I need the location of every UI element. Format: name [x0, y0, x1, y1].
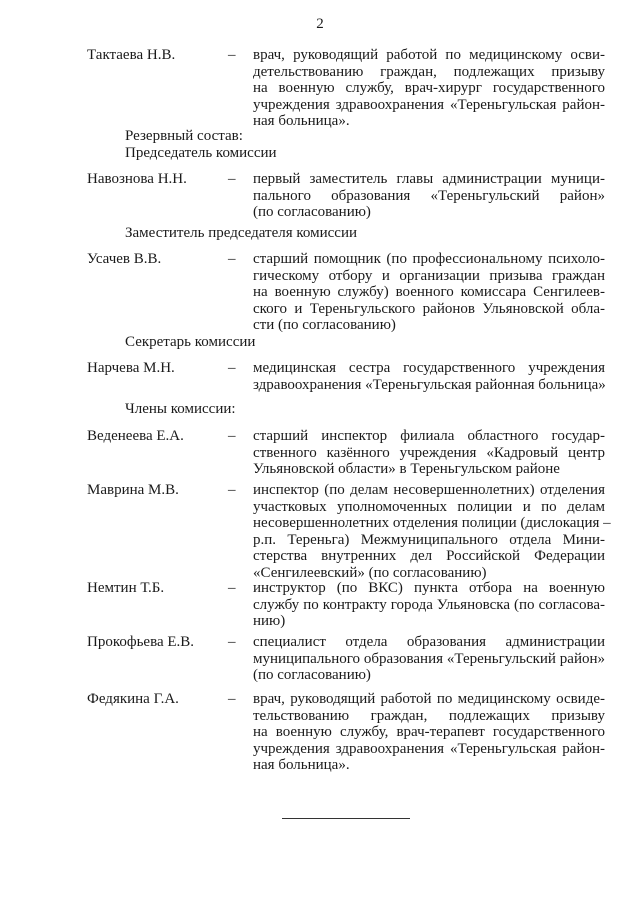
- desc-line: ная больница».: [253, 757, 350, 773]
- member-description: [253, 251, 605, 334]
- dash-separator: –: [228, 482, 236, 498]
- desc-line: службу по контракту города Ульяновска (по согласова-: [253, 596, 605, 613]
- desc-line: ского и Тереньгульского районов Ульяновской обла-: [253, 300, 605, 317]
- desc-line: «Сенгилеевский» (по согласованию): [253, 564, 487, 581]
- dash-separator: –: [228, 251, 236, 267]
- desc-line: врач, руководящий работой по медицинскому освиде-: [253, 691, 605, 707]
- dash-separator: –: [228, 634, 236, 650]
- desc-line: участковых уполномоченных полиции и по делам: [253, 498, 605, 515]
- desc-line: р.п. Тереньга) Межмуниципального отдела Мини-: [253, 531, 605, 548]
- dash-separator: –: [228, 580, 236, 596]
- desc-line: ная больница».: [253, 113, 350, 129]
- heading-members: Члены комиссии:: [125, 401, 236, 417]
- member-name: Федякина Г.А.: [87, 691, 179, 707]
- desc-line: здравоохранения «Тереньгульская районная больница»: [253, 376, 606, 393]
- desc-line: ственного казённого учреждения «Кадровый центр: [253, 444, 605, 461]
- page-number: 2: [316, 16, 324, 32]
- member-description: [253, 580, 605, 630]
- member-description: [253, 691, 605, 774]
- desc-line: на военную службу, врач-хирург государственного: [253, 80, 605, 96]
- member-description: [253, 360, 605, 393]
- member-description: [253, 171, 605, 221]
- dash-separator: –: [228, 47, 236, 63]
- member-name: Тактаева Н.В.: [87, 47, 176, 63]
- desc-line: нию): [253, 613, 286, 629]
- desc-line: старший помощник (по профессиональному психоло-: [253, 251, 605, 267]
- desc-line: старший инспектор филиала областного государ-: [253, 428, 605, 444]
- desc-line: инспектор (по делам несовершеннолетних) отделения: [253, 482, 605, 498]
- dash-separator: –: [228, 428, 236, 444]
- member-name: Веденеева Е.А.: [87, 428, 184, 444]
- member-description: [253, 482, 611, 581]
- member-name: Навознова Н.Н.: [87, 171, 187, 187]
- desc-line: на военную службу) военного комиссара Сенгилеев-: [253, 284, 605, 300]
- desc-line: инструктор (по ВКС) пункта отбора на военную: [253, 580, 605, 596]
- heading-secretary: Секретарь комиссии: [125, 334, 256, 350]
- desc-line: тельствованию граждан, подлежащих призыву: [253, 707, 605, 724]
- member-name: Усачев В.В.: [87, 251, 162, 267]
- closing-rule: [282, 818, 410, 819]
- desc-line: пального образования «Тереньгульский район»: [253, 187, 605, 204]
- dash-separator: –: [228, 171, 236, 187]
- member-description: [253, 47, 605, 130]
- desc-line: врач, руководящий работой по медицинскому осви-: [253, 47, 605, 63]
- member-name: Маврина М.В.: [87, 482, 179, 498]
- heading-chairman: Председатель комиссии: [125, 145, 277, 161]
- desc-line: детельствованию граждан, подлежащих призыву: [253, 63, 605, 80]
- desc-line: гическому отбору и организации призыва граждан: [253, 267, 605, 284]
- member-name: Нарчева М.Н.: [87, 360, 175, 376]
- member-name: Немтин Т.Б.: [87, 580, 165, 596]
- desc-line: первый заместитель главы администрации муници-: [253, 171, 605, 187]
- member-name: Прокофьева Е.В.: [87, 634, 195, 650]
- desc-line: учреждения здравоохранения «Тереньгульская район-: [253, 740, 605, 757]
- desc-line: учреждения здравоохранения «Тереньгульская район-: [253, 96, 605, 113]
- desc-line: специалист отдела образования администрации: [253, 634, 605, 650]
- desc-line: (по согласованию): [253, 667, 371, 683]
- desc-line: сти (по согласованию): [253, 317, 396, 333]
- dash-separator: –: [228, 691, 236, 707]
- heading-reserve: Резервный состав:: [125, 128, 243, 144]
- desc-line: стерства внутренних дел Российской Федерации: [253, 548, 605, 564]
- desc-line: Ульяновской области» в Тереньгульском районе: [253, 461, 560, 477]
- desc-line: медицинская сестра государственного учреждения: [253, 360, 605, 376]
- dash-separator: –: [228, 360, 236, 376]
- heading-deputy: Заместитель председателя комиссии: [125, 225, 358, 241]
- member-description: [253, 428, 605, 478]
- desc-line: несовершеннолетних отделения полиции (дислокация –: [253, 515, 611, 531]
- desc-line: на военную службу, врач-терапевт государственного: [253, 724, 605, 740]
- desc-line: (по согласованию): [253, 204, 371, 220]
- member-description: [253, 634, 605, 684]
- desc-line: муниципального образования «Тереньгульский район»: [253, 650, 605, 667]
